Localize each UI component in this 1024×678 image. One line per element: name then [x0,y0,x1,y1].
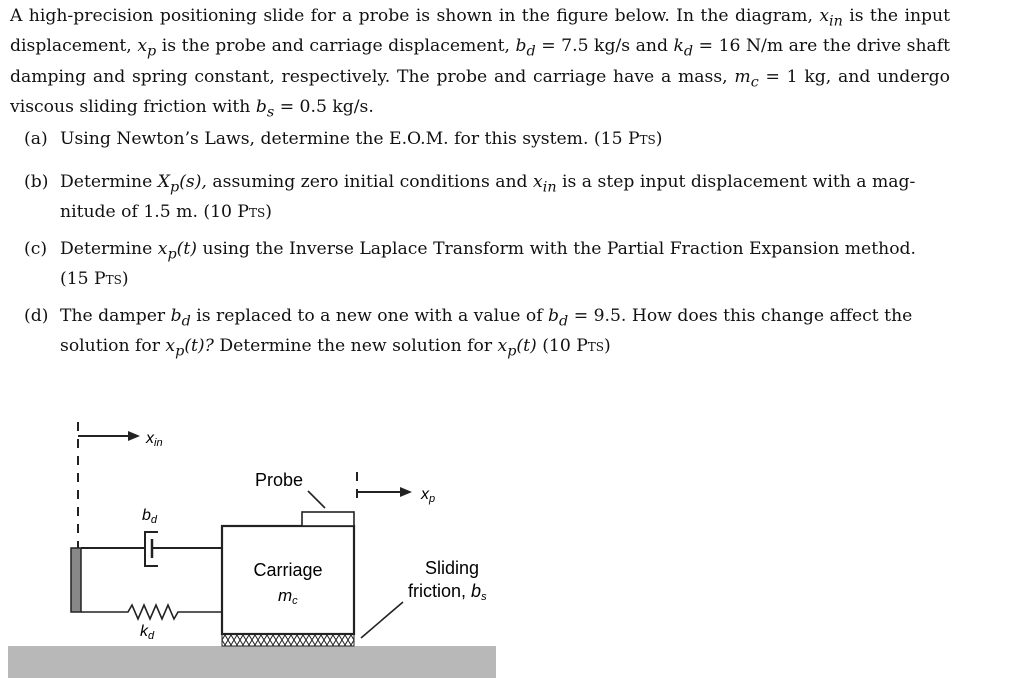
question-b-line-2: nitude of 1.5 m. [60,202,198,223]
xin-symbol: x [819,6,830,26]
xp-symbol: x [137,36,148,57]
xp-arg-d2: (t) [516,336,537,357]
question-d-text-1: The damper [60,306,166,326]
ground [8,646,496,678]
xp-sub: p [147,43,157,60]
bd-symbol-d2: b [548,306,560,326]
bs-symbol: b [255,97,267,118]
question-d-text-2: is replaced to a new one with a value of [196,306,543,326]
intro-text-2: is the input displacement, [10,6,951,57]
xp-symbol-d2: x [497,336,508,357]
probe-leader [308,491,325,508]
question-d-text-4: solution for [60,336,160,357]
Xp-arg: (s), [179,172,207,192]
drive-shaft-plate [71,548,81,612]
bd-symbol-d: b [170,306,182,326]
kd-sub: d [683,43,694,60]
xp-arg-d: (t)? [184,336,214,357]
question-d-points: (10 Pts) [542,336,611,357]
probe [302,512,354,526]
xp-symbol-d: x [165,336,176,357]
carriage-label: Carriage [253,560,323,580]
friction-leader [361,602,403,638]
xp-label: xp [421,486,436,505]
bd-sub: d [526,43,536,60]
xin-sub-b: in [542,179,557,196]
question-b-label: (b) [24,172,49,192]
question-c-label: (c) [24,239,48,259]
question-c [24,237,949,292]
mc-sub: c [750,74,759,91]
friction-label-line1: Sliding [424,558,480,578]
question-b-text-1: Determine [60,172,153,192]
question-d [24,304,949,365]
Xp-sub: p [170,179,180,196]
rail-bearing [222,634,354,646]
question-d-text-5: Determine the new solution for [219,336,493,357]
xin-label: xin [146,430,163,449]
bs-sub: s [266,104,275,121]
mc-value: = 1 kg, [765,66,832,87]
question-b-points: (10 Pts) [203,202,272,223]
friction-label-line2: friction, bs [408,581,487,603]
kd-symbol: k [673,36,684,57]
intro-text-6: and undergo viscous sliding friction with [10,66,950,118]
question-c-text-2: using the Inverse Laplace Transform with the Partial Fraction Expansion method. [202,239,917,259]
mc-symbol: m [734,66,751,87]
question-a [24,127,949,152]
question-a-text: Using Newton’s Laws, determine the E.O.M. for this system. [60,129,589,149]
bs-value: = 0.5 kg/s. [279,97,374,118]
intro-text-5: are the drive shaft damping and spring constant, respectively. The probe and carriage have a mass, [10,36,951,87]
intro-text-1: A high-precision positioning slide for a probe is shown in the figure below. In the diagram, [10,6,813,26]
mass-label: mc [278,586,298,607]
xp-arrowhead [400,487,412,497]
question-b-text-3: is a step input displacement with a mag- [562,172,916,192]
xin-arrowhead [128,431,140,441]
question-a-label: (a) [24,129,48,149]
probe-label: Probe [255,470,304,490]
bd-sub-d2: d [559,313,569,330]
kd-label: kd [140,623,155,642]
kd-value: = 16 N/m [698,36,784,57]
question-d-label: (d) [24,306,49,326]
xp-symbol-c: x [157,239,168,259]
question-b [24,170,949,225]
intro-text-4: and [635,36,668,57]
xin-sub: in [829,13,843,30]
Xp-symbol: X [157,172,171,192]
bd-value: = 7.5 kg/s [541,36,631,57]
question-c-text-1: Determine [60,239,153,259]
slide-diagram [0,400,520,678]
xp-sub-d2: p [507,343,517,360]
xp-arg-c: (t) [176,239,197,259]
problem-statement [10,4,950,126]
xin-symbol-b: x [533,172,543,192]
intro-text-3: is the probe and carriage displacement, [161,36,510,57]
xp-sub-d: p [175,343,185,360]
question-c-points: (15 Pts) [60,269,129,290]
xp-sub-c: p [167,246,177,263]
question-d-text-3: = 9.5. How does this change affect the [573,306,913,326]
spring [81,605,222,619]
carriage-block [222,526,354,634]
question-a-points: (15 Pts) [593,129,663,149]
question-b-text-2: assuming zero initial conditions and [212,172,528,192]
bd-symbol: b [515,36,527,57]
bd-sub-d: d [181,313,191,330]
bd-label: bd [142,507,158,526]
